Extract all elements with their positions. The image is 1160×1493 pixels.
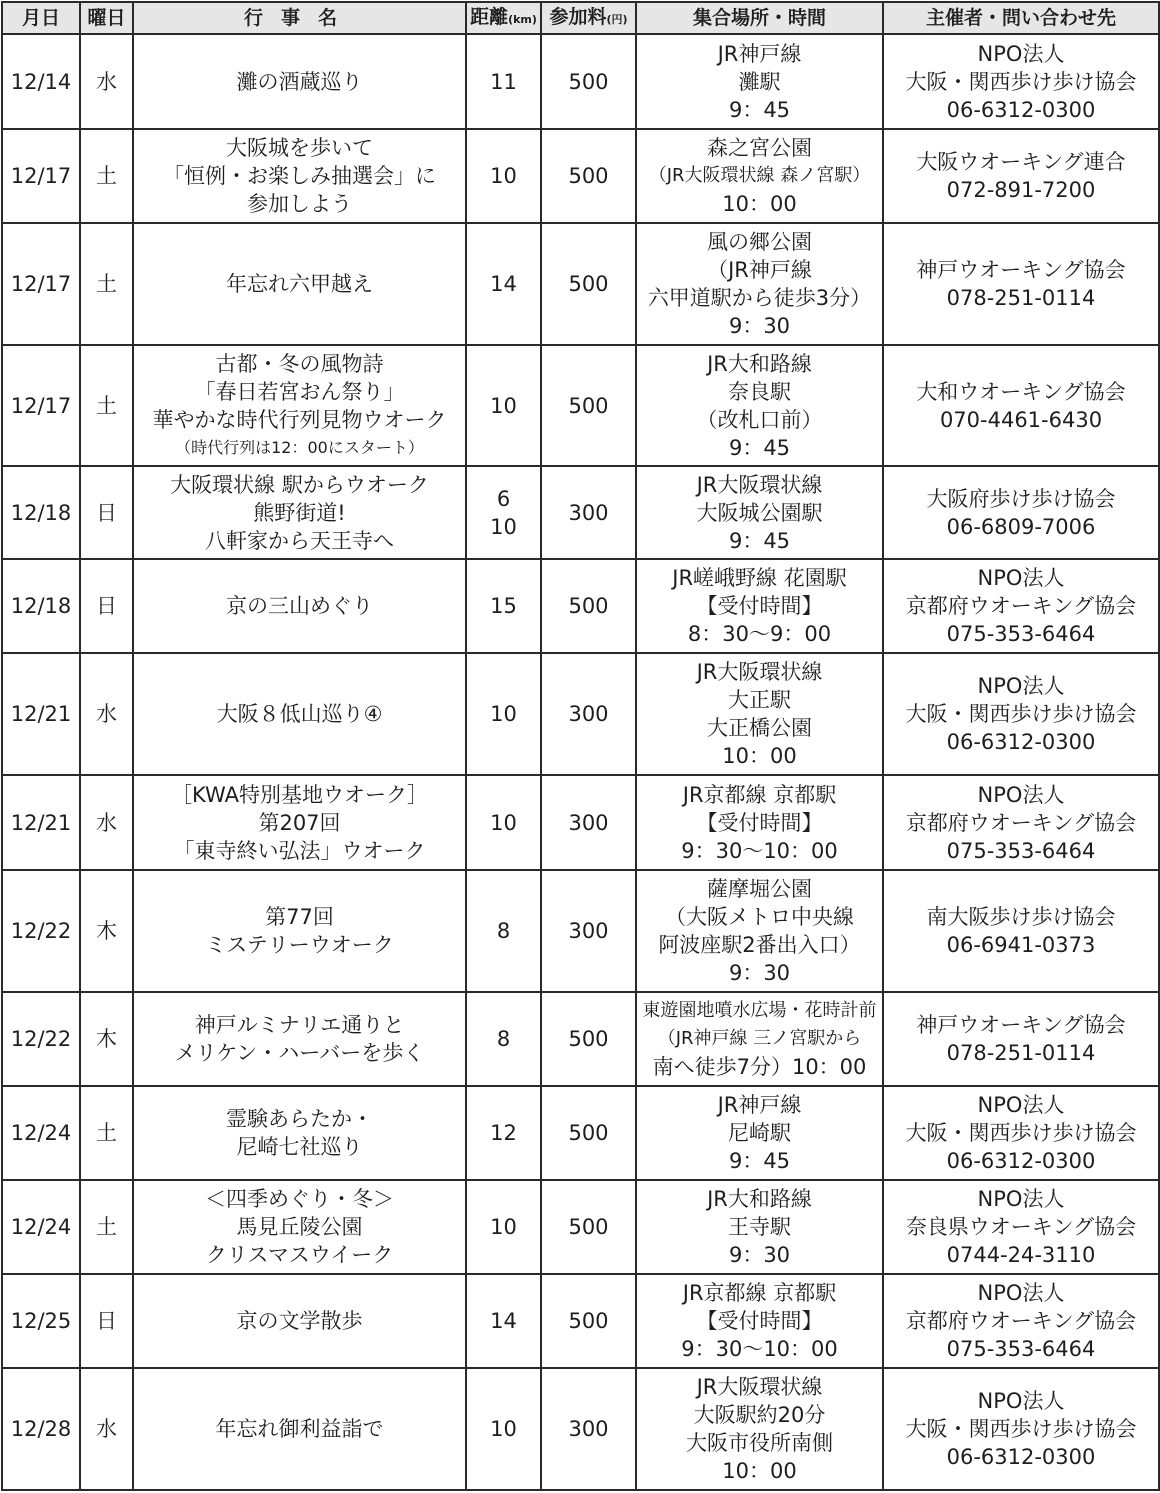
event-name-cell-line: ミステリーウオーク (205, 932, 394, 957)
event-name-cell-line: 馬見丘陵公園 (236, 1214, 363, 1239)
weekday-cell: 日 (80, 559, 133, 653)
event-name-cell-line: 大阪８低山巡り④ (216, 702, 383, 727)
organizer-cell-line: 06-6312-0300 (946, 1444, 1096, 1469)
table-row (2, 466, 1159, 559)
table-row (2, 34, 1159, 129)
place-time-cell-line: 9：45 (728, 97, 791, 122)
place-time-cell (636, 559, 883, 653)
organizer-cell (883, 223, 1159, 345)
header-fee (541, 2, 636, 34)
place-time-cell-line: 8：30～9：00 (687, 622, 832, 647)
place-time-cell-line: JR京都線 京都駅 (682, 782, 837, 807)
organizer-cell-line: 大阪・関西歩け歩け協会 (905, 1120, 1137, 1145)
place-time-cell-line: JR神戸線 (717, 1092, 802, 1117)
header-distance-unit: (km) (508, 12, 537, 26)
event-name-cell-line: 大阪環状線 駅からウオーク (170, 472, 429, 497)
organizer-cell-line: NPO法人 (977, 1186, 1065, 1211)
header-organizer: 主催者・問い合わせ先 (883, 2, 1159, 34)
weekday-cell: 水 (80, 34, 133, 129)
organizer-cell-line: 075-353-6464 (946, 838, 1096, 863)
date-cell: 12/14 (2, 34, 80, 129)
event-name-cell (133, 466, 466, 559)
organizer-cell (883, 992, 1159, 1086)
organizer-cell-line: 京都府ウオーキング協会 (905, 1308, 1137, 1333)
distance-cell-line: 10 (490, 1214, 517, 1239)
place-time-cell-line: 9：30～10：00 (681, 838, 838, 863)
distance-cell (466, 34, 541, 129)
header-fee-unit: (円) (606, 12, 628, 26)
fee-cell: 500 (541, 345, 636, 466)
date-cell: 12/17 (2, 223, 80, 345)
organizer-cell-line: NPO法人 (977, 1280, 1065, 1305)
organizer-cell (883, 466, 1159, 559)
event-name-cell-line: 「春日若宮おん祭り」 (194, 379, 405, 404)
place-time-cell (636, 653, 883, 775)
distance-cell-line: 10 (490, 393, 517, 418)
organizer-cell-line: NPO法人 (977, 674, 1065, 699)
table-header (2, 2, 1159, 34)
date-cell: 12/17 (2, 129, 80, 223)
organizer-cell-line: 078-251-0114 (946, 1040, 1096, 1065)
header-row (2, 2, 1159, 34)
organizer-cell-line: 078-251-0114 (946, 286, 1096, 311)
event-name-cell (133, 559, 466, 653)
fee-cell: 300 (541, 653, 636, 775)
distance-cell-line: 10 (490, 514, 517, 539)
distance-cell-line: 10 (490, 164, 517, 189)
distance-cell-line: 10 (490, 702, 517, 727)
organizer-cell-line: 大阪ウオーキング連合 (916, 150, 1126, 175)
place-time-cell-line: 10：00 (722, 192, 797, 217)
organizer-cell (883, 345, 1159, 466)
place-time-cell-line: JR大和路線 (707, 351, 812, 376)
distance-cell-line: 15 (490, 594, 517, 619)
organizer-cell-line: 072-891-7200 (946, 178, 1096, 203)
event-name-cell (133, 775, 466, 869)
table-row (2, 559, 1159, 653)
event-name-cell-line: ＜四季めぐり・冬＞ (205, 1186, 394, 1211)
date-cell: 12/24 (2, 1086, 80, 1180)
distance-cell (466, 1180, 541, 1274)
distance-cell-line: 12 (490, 1120, 517, 1145)
header-place-time: 集合場所・時間 (636, 2, 883, 34)
header-event-name: 行事名 (133, 2, 466, 34)
organizer-cell-line: 大阪・関西歩け歩け協会 (905, 1416, 1137, 1441)
event-name-cell-line: 京の三山めぐり (226, 594, 373, 619)
event-name-cell-line: 熊野街道! (253, 500, 346, 525)
event-name-cell-line: 「恒例・お楽しみ抽選会」に (163, 164, 436, 189)
event-name-cell (133, 870, 466, 992)
organizer-cell (883, 559, 1159, 653)
event-name-cell-line: クリスマスウイーク (205, 1242, 394, 1267)
date-cell: 12/17 (2, 345, 80, 466)
place-time-cell-line: 六甲道駅から徒歩3分） (647, 286, 872, 311)
place-time-cell-line: 大阪城公園駅 (696, 500, 823, 525)
place-time-cell-line: JR大阪環状線 (696, 660, 823, 685)
event-name-cell-line: 神戸ルミナリエ通りと (194, 1012, 405, 1037)
organizer-cell-line: 大阪府歩け歩け協会 (926, 486, 1116, 511)
header-distance-label: 距離 (470, 5, 509, 28)
event-name-cell-line: 第207回 (258, 810, 341, 835)
fee-cell: 300 (541, 870, 636, 992)
organizer-cell-line: 大阪・関西歩け歩け協会 (905, 69, 1137, 94)
place-time-cell (636, 775, 883, 869)
table-row (2, 223, 1159, 345)
event-name-cell (133, 345, 466, 466)
place-time-cell (636, 1086, 883, 1180)
place-time-cell-line: 東遊園地噴水広場・花時計前 (642, 999, 877, 1021)
place-time-cell-line: 阿波座駅2番出入口） (658, 932, 861, 957)
distance-cell (466, 992, 541, 1086)
organizer-cell-line: 070-4461-6430 (939, 407, 1103, 432)
table-row (2, 992, 1159, 1086)
organizer-cell-line: NPO法人 (977, 566, 1065, 591)
organizer-cell (883, 1274, 1159, 1368)
place-time-cell-line: 9：30 (728, 314, 791, 339)
weekday-cell: 水 (80, 653, 133, 775)
table-row (2, 1180, 1159, 1274)
place-time-cell-line: （JR神戸線 三ノ宮駅から (657, 1027, 862, 1049)
place-time-cell (636, 1274, 883, 1368)
event-name-cell-line: 古都・冬の風物詩 (215, 351, 384, 376)
event-name-cell-line: 年忘れ六甲越え (226, 272, 373, 297)
place-time-cell-line: 大阪市役所南側 (686, 1430, 833, 1455)
event-name-cell-line: 大阪城を歩いて (226, 136, 373, 161)
distance-cell (466, 870, 541, 992)
place-time-cell-line: 10：00 (722, 744, 797, 769)
event-name-cell (133, 1180, 466, 1274)
header-day: 曜日 (80, 2, 133, 34)
place-time-cell (636, 1368, 883, 1490)
organizer-cell (883, 1368, 1159, 1490)
header-fee-label: 参加料 (549, 5, 607, 28)
distance-cell-line: 14 (490, 1308, 517, 1333)
event-name-cell (133, 992, 466, 1086)
organizer-cell-line: NPO法人 (977, 41, 1065, 66)
event-name-cell-line: 京の文学散歩 (236, 1308, 363, 1333)
organizer-cell (883, 129, 1159, 223)
organizer-cell-line: 大阪・関西歩け歩け協会 (905, 702, 1137, 727)
distance-cell (466, 129, 541, 223)
place-time-cell-line: （改札口前） (696, 407, 823, 432)
distance-cell-line: 10 (490, 1416, 517, 1441)
distance-cell-line: 10 (490, 810, 517, 835)
event-name-cell (133, 34, 466, 129)
weekday-cell: 日 (80, 466, 133, 559)
place-time-cell (636, 870, 883, 992)
distance-cell (466, 559, 541, 653)
place-time-cell-line: 尼崎駅 (728, 1120, 791, 1145)
event-name-cell (133, 1274, 466, 1368)
event-name-cell (133, 223, 466, 345)
place-time-cell-line: 大正駅 (728, 688, 791, 713)
event-schedule-table (1, 1, 1160, 1491)
place-time-cell-line: 9：45 (728, 435, 791, 460)
place-time-cell-line: （大阪メトロ中央線 (665, 904, 854, 929)
organizer-cell (883, 870, 1159, 992)
distance-cell (466, 345, 541, 466)
distance-cell-line: 11 (490, 69, 517, 94)
organizer-cell-line: 大和ウオーキング協会 (916, 379, 1126, 404)
organizer-cell (883, 34, 1159, 129)
date-cell: 12/28 (2, 1368, 80, 1490)
distance-cell (466, 223, 541, 345)
fee-cell: 500 (541, 992, 636, 1086)
place-time-cell-line: 9：30 (728, 960, 791, 985)
place-time-cell-line: 森之宮公園 (707, 136, 812, 161)
place-time-cell-line: 【受付時間】 (696, 594, 823, 619)
event-name-cell (133, 1086, 466, 1180)
event-name-cell-line: 八軒家から天王寺へ (205, 528, 394, 553)
place-time-cell-line: 薩摩堀公園 (707, 876, 812, 901)
table-row (2, 1368, 1159, 1490)
distance-cell (466, 1086, 541, 1180)
organizer-cell-line: NPO法人 (977, 1092, 1065, 1117)
table-body (2, 34, 1159, 1490)
place-time-cell-line: 大阪駅約20分 (693, 1402, 826, 1427)
event-name-cell-line: 華やかな時代行列見物ウオーク (152, 407, 447, 432)
place-time-cell (636, 1180, 883, 1274)
weekday-cell: 土 (80, 223, 133, 345)
fee-cell: 300 (541, 775, 636, 869)
event-name-cell-line: メリケン・ハーバーを歩く (174, 1040, 425, 1065)
place-time-cell-line: 9：45 (728, 1148, 791, 1173)
place-time-cell (636, 223, 883, 345)
event-name-cell-line: 第77回 (265, 904, 334, 929)
table-row (2, 775, 1159, 869)
date-cell: 12/18 (2, 466, 80, 559)
date-cell: 12/18 (2, 559, 80, 653)
place-time-cell (636, 992, 883, 1086)
distance-cell-line: 8 (496, 1026, 511, 1051)
event-name-cell-line: 参加しよう (247, 192, 352, 217)
weekday-cell: 土 (80, 345, 133, 466)
weekday-cell: 水 (80, 775, 133, 869)
place-time-cell-line: JR大和路線 (707, 1186, 812, 1211)
fee-cell: 300 (541, 1368, 636, 1490)
organizer-cell-line: 06-6809-7006 (946, 514, 1096, 539)
table-row (2, 653, 1159, 775)
distance-cell-line: 6 (496, 486, 511, 511)
organizer-cell-line: 神戸ウオーキング協会 (916, 258, 1126, 283)
distance-cell (466, 775, 541, 869)
organizer-cell-line: 奈良県ウオーキング協会 (905, 1214, 1137, 1239)
organizer-cell-line: 神戸ウオーキング協会 (916, 1012, 1126, 1037)
weekday-cell: 水 (80, 1368, 133, 1490)
organizer-cell-line: 06-6312-0300 (946, 97, 1096, 122)
fee-cell: 500 (541, 34, 636, 129)
place-time-cell-line: 9：30～10：00 (681, 1336, 838, 1361)
event-name-cell (133, 653, 466, 775)
distance-cell-line: 14 (490, 272, 517, 297)
place-time-cell-line: 9：45 (728, 528, 791, 553)
place-time-cell (636, 34, 883, 129)
place-time-cell-line: 南へ徒歩7分）10：00 (652, 1054, 867, 1079)
table-row (2, 345, 1159, 466)
distance-cell-line: 8 (496, 918, 511, 943)
fee-cell: 500 (541, 559, 636, 653)
organizer-cell (883, 653, 1159, 775)
distance-cell (466, 1368, 541, 1490)
place-time-cell-line: JR大阪環状線 (696, 1374, 823, 1399)
place-time-cell-line: （JR大阪環状線 森ノ宮駅） (648, 165, 871, 187)
table-row (2, 1086, 1159, 1180)
weekday-cell: 木 (80, 992, 133, 1086)
header-distance (466, 2, 541, 34)
fee-cell: 500 (541, 1086, 636, 1180)
place-time-cell-line: JR大阪環状線 (696, 472, 823, 497)
event-name-cell-line: （時代行列は12：00にスタート） (175, 437, 424, 457)
place-time-cell-line: 奈良駅 (728, 379, 791, 404)
organizer-cell-line: 南大阪歩け歩け協会 (926, 904, 1116, 929)
event-name-cell-line: 「東寺終い弘法」ウオーク (173, 838, 426, 863)
place-time-cell (636, 466, 883, 559)
place-time-cell-line: 【受付時間】 (696, 810, 823, 835)
event-name-cell-line: ［KWA特別基地ウオーク］ (170, 782, 428, 807)
fee-cell: 500 (541, 1180, 636, 1274)
date-cell: 12/21 (2, 653, 80, 775)
place-time-cell-line: 王寺駅 (728, 1214, 791, 1239)
place-time-cell-line: JR神戸線 (717, 41, 802, 66)
event-name-cell-line: 尼崎七社巡り (236, 1134, 363, 1159)
event-name-cell-line: 霊験あらたか・ (226, 1106, 373, 1131)
event-name-cell-line: 灘の酒蔵巡り (236, 69, 363, 94)
date-cell: 12/22 (2, 992, 80, 1086)
event-name-cell-line: 年忘れ御利益詣で (215, 1416, 384, 1441)
date-cell: 12/25 (2, 1274, 80, 1368)
organizer-cell-line: 京都府ウオーキング協会 (905, 810, 1137, 835)
organizer-cell-line: 0744-24-3110 (946, 1242, 1096, 1267)
place-time-cell-line: 【受付時間】 (696, 1308, 823, 1333)
place-time-cell-line: JR嵯峨野線 花園駅 (672, 566, 847, 591)
organizer-cell-line: NPO法人 (977, 782, 1065, 807)
event-name-cell (133, 1368, 466, 1490)
fee-cell: 500 (541, 1274, 636, 1368)
fee-cell: 300 (541, 466, 636, 559)
organizer-cell-line: 075-353-6464 (946, 622, 1096, 647)
organizer-cell (883, 1180, 1159, 1274)
place-time-cell-line: 9：30 (728, 1242, 791, 1267)
table-row (2, 1274, 1159, 1368)
place-time-cell (636, 129, 883, 223)
table-row (2, 129, 1159, 223)
organizer-cell-line: 京都府ウオーキング協会 (905, 594, 1137, 619)
weekday-cell: 木 (80, 870, 133, 992)
table-row (2, 870, 1159, 992)
organizer-cell-line: 075-353-6464 (946, 1336, 1096, 1361)
place-time-cell-line: 灘駅 (738, 69, 781, 94)
place-time-cell-line: （JR神戸線 (707, 258, 812, 283)
organizer-cell (883, 1086, 1159, 1180)
date-cell: 12/24 (2, 1180, 80, 1274)
organizer-cell (883, 775, 1159, 869)
place-time-cell-line: JR京都線 京都駅 (682, 1280, 837, 1305)
event-name-cell (133, 129, 466, 223)
fee-cell: 500 (541, 223, 636, 345)
date-cell: 12/22 (2, 870, 80, 992)
organizer-cell-line: 06-6312-0300 (946, 730, 1096, 755)
organizer-cell-line: 06-6312-0300 (946, 1148, 1096, 1173)
place-time-cell-line: 風の郷公園 (707, 230, 812, 255)
organizer-cell-line: NPO法人 (977, 1388, 1065, 1413)
weekday-cell: 土 (80, 1086, 133, 1180)
distance-cell (466, 653, 541, 775)
header-date: 月日 (2, 2, 80, 34)
place-time-cell-line: 大正橋公園 (707, 716, 812, 741)
organizer-cell-line: 06-6941-0373 (946, 932, 1096, 957)
weekday-cell: 土 (80, 1180, 133, 1274)
distance-cell (466, 1274, 541, 1368)
date-cell: 12/21 (2, 775, 80, 869)
weekday-cell: 土 (80, 129, 133, 223)
place-time-cell-line: 10：00 (722, 1458, 797, 1483)
place-time-cell (636, 345, 883, 466)
distance-cell (466, 466, 541, 559)
weekday-cell: 日 (80, 1274, 133, 1368)
fee-cell: 500 (541, 129, 636, 223)
